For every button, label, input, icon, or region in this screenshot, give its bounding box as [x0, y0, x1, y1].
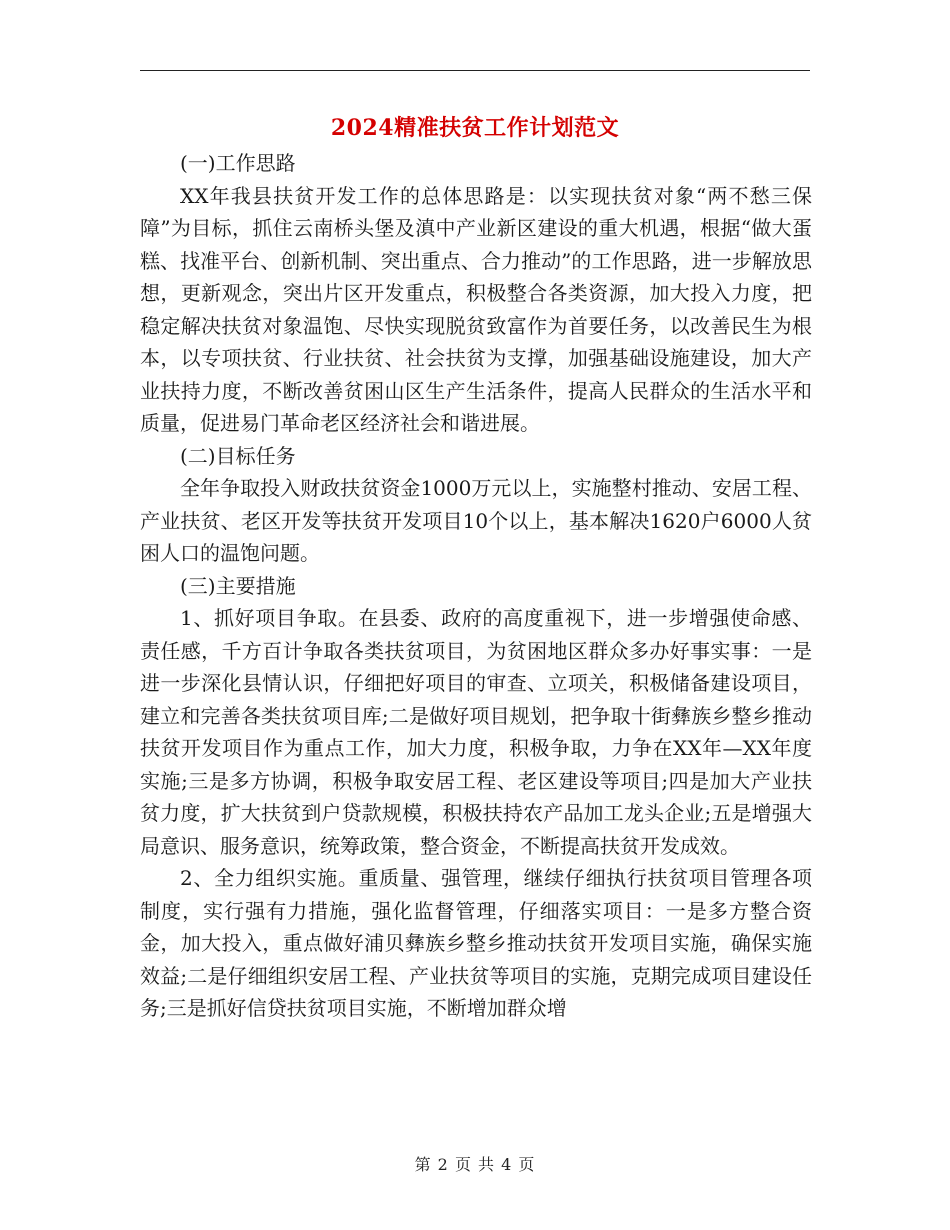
paragraph-measure-2: 2、全力组织实施。重质量、强管理，继续仔细执行扶贫项目管理各项制度，实行强有力措施，强化监督管理，仔细落实项目：一是多方整合资金，加大投入，重点做好浦贝彝族乡整乡推动扶贫开发项目实施，确保实施效益;二是仔细组织安居工程、产业扶贫等项目的实施，克期完成项目建设任务;三是抓好信贷扶贫项目实施，不断增加群众增 [140, 866, 812, 1020]
page-number: 第 2 页 共 4 页 [414, 1155, 536, 1174]
document-title: 2024精准扶贫工作计划范文 [330, 115, 620, 141]
section-heading-3: (三)主要措施 [180, 573, 296, 598]
paragraph-targets: 全年争取投入财政扶贫资金1000万元以上，实施整村推动、安居工程、产业扶贫、老区开发等扶贫开发项目10个以上，基本解决1620户6000人贫困人口的温饱问题。 [140, 476, 812, 565]
paragraph-work-approach: XX年我县扶贫开发工作的总体思路是：以实现扶贫对象“两不愁三保障”为目标，抓住云南桥头堡及滇中产业新区建设的重大机遇，根据“做大蛋糕、找准平台、创新机制、突出重点、合力推动”的工作思路，进一步解放思想，更新观念，突出片区开发重点，积极整合各类资源，加大投入力度，把稳定解决扶贫对象温饱、尽快实现脱贫致富作为首要任务，以改善民生为根本，以专项扶贫、行业扶贫、社会扶贫为支撑，加强基础设施建设，加大产业扶持力度，不断改善贫困山区生产生活条件，提高人民群众的生活水平和质量，促进易门革命老区经济社会和谐进展。 [140, 183, 812, 435]
header-rule [140, 70, 810, 71]
document-body [140, 147, 812, 1025]
paragraph-measure-1: 1、抓好项目争取。在县委、政府的高度重视下，进一步增强使命感、责任感，千方百计争取各类扶贫项目，为贫困地区群众多办好事实事：一是进一步深化县情认识，仔细把好项目的审查、立项关，积极储备建设项目，建立和完善各类扶贫项目库;二是做好项目规划，把争取十街彝族乡整乡推动扶贫开发项目作为重点工作，加大力度，积极争取，力争在XX年—XX年度实施;三是多方协调，积极争取安居工程、老区建设等项目;四是加大产业扶贫力度，扩大扶贫到户贷款规模，积极扶持农产品加工龙头企业;五是增强大局意识、服务意识，统筹政策，整合资金，不断提高扶贫开发成效。 [140, 606, 812, 858]
section-heading-2: (二)目标任务 [180, 443, 296, 468]
section-heading-1: (一)工作思路 [180, 151, 296, 175]
